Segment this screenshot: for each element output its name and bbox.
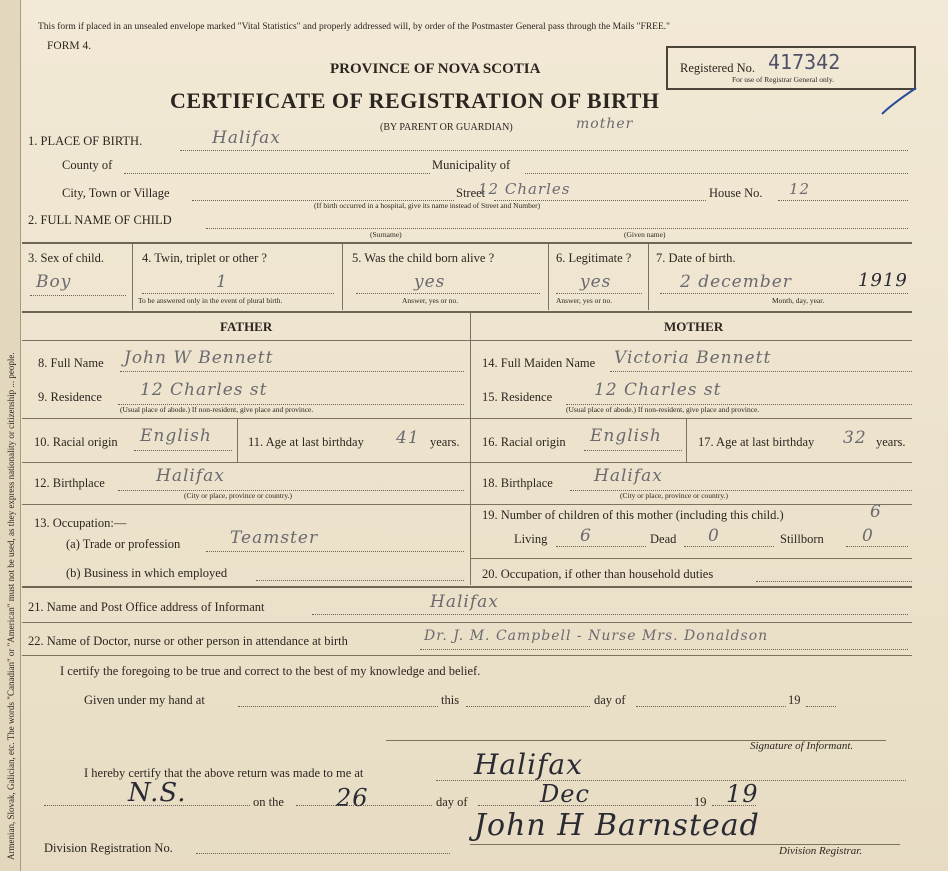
registrar-year-prefix: 19 xyxy=(694,795,707,809)
place-of-birth-label: 1. PLACE OF BIRTH. xyxy=(28,134,143,148)
side-margin-strip xyxy=(0,0,21,871)
father-birthplace-value: Halifax xyxy=(156,466,225,486)
doctor-value: Dr. J. M. Campbell - Nurse Mrs. Donaldson xyxy=(424,628,769,644)
registrar-place2-value: N.S. xyxy=(128,778,187,808)
division-registration-label: Division Registration No. xyxy=(44,841,173,855)
surname-note: (Surname) xyxy=(370,230,402,239)
mother-name-label: 14. Full Maiden Name xyxy=(482,356,596,370)
registrar-month-value: Dec xyxy=(540,780,590,808)
mother-age-value: 32 xyxy=(843,428,867,448)
top-notice: This form if placed in an unsealed envelope marked "Vital Statistics" and properly addressed will, by order of the Postmaster General pass through the Mails "FREE." xyxy=(38,22,671,32)
stillborn-label: Stillborn xyxy=(780,532,824,546)
father-business-label: (b) Business in which employed xyxy=(66,566,228,580)
division-registrar-caption: Division Registrar. xyxy=(779,845,863,857)
dob-year: 1919 xyxy=(858,270,908,291)
mother-children-label: 19. Number of children of this mother (including this child.) xyxy=(482,508,784,522)
registered-note: For use of Registrar General only. xyxy=(732,75,834,84)
living-value: 6 xyxy=(580,526,592,546)
legitimate-note: Answer, yes or no. xyxy=(556,296,613,305)
registrar-certify-label: I hereby certify that the above return was made to me at xyxy=(84,766,364,780)
father-trade-value: Teamster xyxy=(230,528,319,548)
father-age-label: 11. Age at last birthday xyxy=(248,435,364,449)
dead-value: 0 xyxy=(708,526,720,546)
father-residence-note: (Usual place of abode.) If non-resident, give place and province. xyxy=(120,405,314,414)
father-racial-label: 10. Racial origin xyxy=(34,435,118,449)
registered-label: Registered No. xyxy=(680,61,755,75)
father-age-unit: years. xyxy=(430,435,460,449)
mother-birthplace-value: Halifax xyxy=(594,466,663,486)
mother-residence-note: (Usual place of abode.) If non-resident, give place and province. xyxy=(566,405,760,414)
father-residence-value: 12 Charles st xyxy=(140,380,268,400)
signature-informant-caption: Signature of Informant. xyxy=(750,740,854,752)
twin-label: 4. Twin, triplet or other ? xyxy=(142,251,267,265)
father-residence-label: 9. Residence xyxy=(38,390,102,404)
alive-label: 5. Was the child born alive ? xyxy=(352,251,495,265)
father-trade-label: (a) Trade or profession xyxy=(66,537,181,551)
house-value: 12 xyxy=(789,180,811,198)
dob-value: 2 december xyxy=(680,272,792,292)
mother-age-label: 17. Age at last birthday xyxy=(698,435,815,449)
check-mark-icon xyxy=(880,84,920,124)
legitimate-label: 6. Legitimate ? xyxy=(556,251,632,265)
registered-value: 417342 xyxy=(768,50,841,74)
certificate-subtitle: (BY PARENT OR GUARDIAN) xyxy=(380,122,513,133)
mother-residence-value: 12 Charles st xyxy=(594,380,722,400)
dob-note: Month, day, year. xyxy=(772,296,825,305)
alive-note: Answer, yes or no. xyxy=(402,296,459,305)
city-label: City, Town or Village xyxy=(62,186,170,200)
given-year: 19 xyxy=(788,693,801,707)
informant-label: 21. Name and Post Office address of Informant xyxy=(28,600,265,614)
father-header: FATHER xyxy=(220,319,273,334)
mother-racial-label: 16. Racial origin xyxy=(482,435,566,449)
province-heading: PROVINCE OF NOVA SCOTIA xyxy=(330,61,541,77)
mother-children-value: 6 xyxy=(870,502,882,522)
sex-label: 3. Sex of child. xyxy=(28,251,105,265)
subtitle-handwritten: mother xyxy=(576,116,634,132)
father-birthplace-label: 12. Birthplace xyxy=(34,476,105,490)
registrar-signature: John H Barnstead xyxy=(474,808,760,843)
father-occupation-label: 13. Occupation:— xyxy=(34,516,127,530)
certificate-title: CERTIFICATE OF REGISTRATION OF BIRTH xyxy=(170,88,660,113)
twin-note: To be answered only in the event of plural birth. xyxy=(138,296,283,305)
county-label: County of xyxy=(62,158,113,172)
mother-racial-value: English xyxy=(590,426,662,446)
mother-occupation-label: 20. Occupation, if other than household duties xyxy=(482,567,714,581)
mother-name-value: Victoria Bennett xyxy=(614,348,772,368)
legitimate-value: yes xyxy=(580,272,612,292)
form-number: FORM 4. xyxy=(47,40,92,52)
full-name-label: 2. FULL NAME OF CHILD xyxy=(28,213,172,227)
mother-age-unit: years. xyxy=(876,435,906,449)
municipality-label: Municipality of xyxy=(432,158,511,172)
mother-birthplace-label: 18. Birthplace xyxy=(482,476,553,490)
father-name-value: John W Bennett xyxy=(124,348,274,368)
alive-value: yes xyxy=(414,272,446,292)
mother-header: MOTHER xyxy=(664,319,724,334)
father-name-label: 8. Full Name xyxy=(38,356,104,370)
registrar-day-value: 26 xyxy=(336,784,369,812)
mother-birthplace-note: (City or place, province or country.) xyxy=(620,491,729,500)
registrar-place-value: Halifax xyxy=(474,748,583,781)
given-name-note: (Given name) xyxy=(624,230,666,239)
father-birthplace-note: (City or place, province or country.) xyxy=(184,491,293,500)
street-value: 12 Charles xyxy=(478,180,571,198)
day-of-label: day of xyxy=(436,795,468,809)
given-this: this xyxy=(441,693,460,707)
house-label: House No. xyxy=(709,186,763,200)
registered-number-box xyxy=(666,46,916,90)
twin-value: 1 xyxy=(216,272,228,292)
dead-label: Dead xyxy=(650,532,677,546)
dob-label: 7. Date of birth. xyxy=(656,251,736,265)
hospital-note: (If birth occurred in a hospital, give its name instead of Street and Number) xyxy=(314,201,541,210)
sex-value: Boy xyxy=(36,272,72,292)
registrar-year-value: 19 xyxy=(726,780,759,808)
mother-residence-label: 15. Residence xyxy=(482,390,553,404)
doctor-label: 22. Name of Doctor, nurse or other person in attendance at birth xyxy=(28,634,348,648)
certify-text: I certify the foregoing to be true and correct to the best of my knowledge and belief. xyxy=(60,664,481,678)
informant-value: Halifax xyxy=(430,592,499,612)
on-the-label: on the xyxy=(253,795,284,809)
place-of-birth-value: Halifax xyxy=(212,128,281,148)
side-note: Armenian, Slovak, Galician, etc. The words "Canadian" or "American" must not be used, as they express nationality or citizenship ... people. xyxy=(6,352,16,860)
street-label: Street xyxy=(456,186,486,200)
father-age-value: 41 xyxy=(396,428,420,448)
father-racial-value: English xyxy=(140,426,212,446)
given-day-of: day of xyxy=(594,693,626,707)
living-label: Living xyxy=(514,532,548,546)
given-label: Given under my hand at xyxy=(84,693,205,707)
stillborn-value: 0 xyxy=(862,526,874,546)
